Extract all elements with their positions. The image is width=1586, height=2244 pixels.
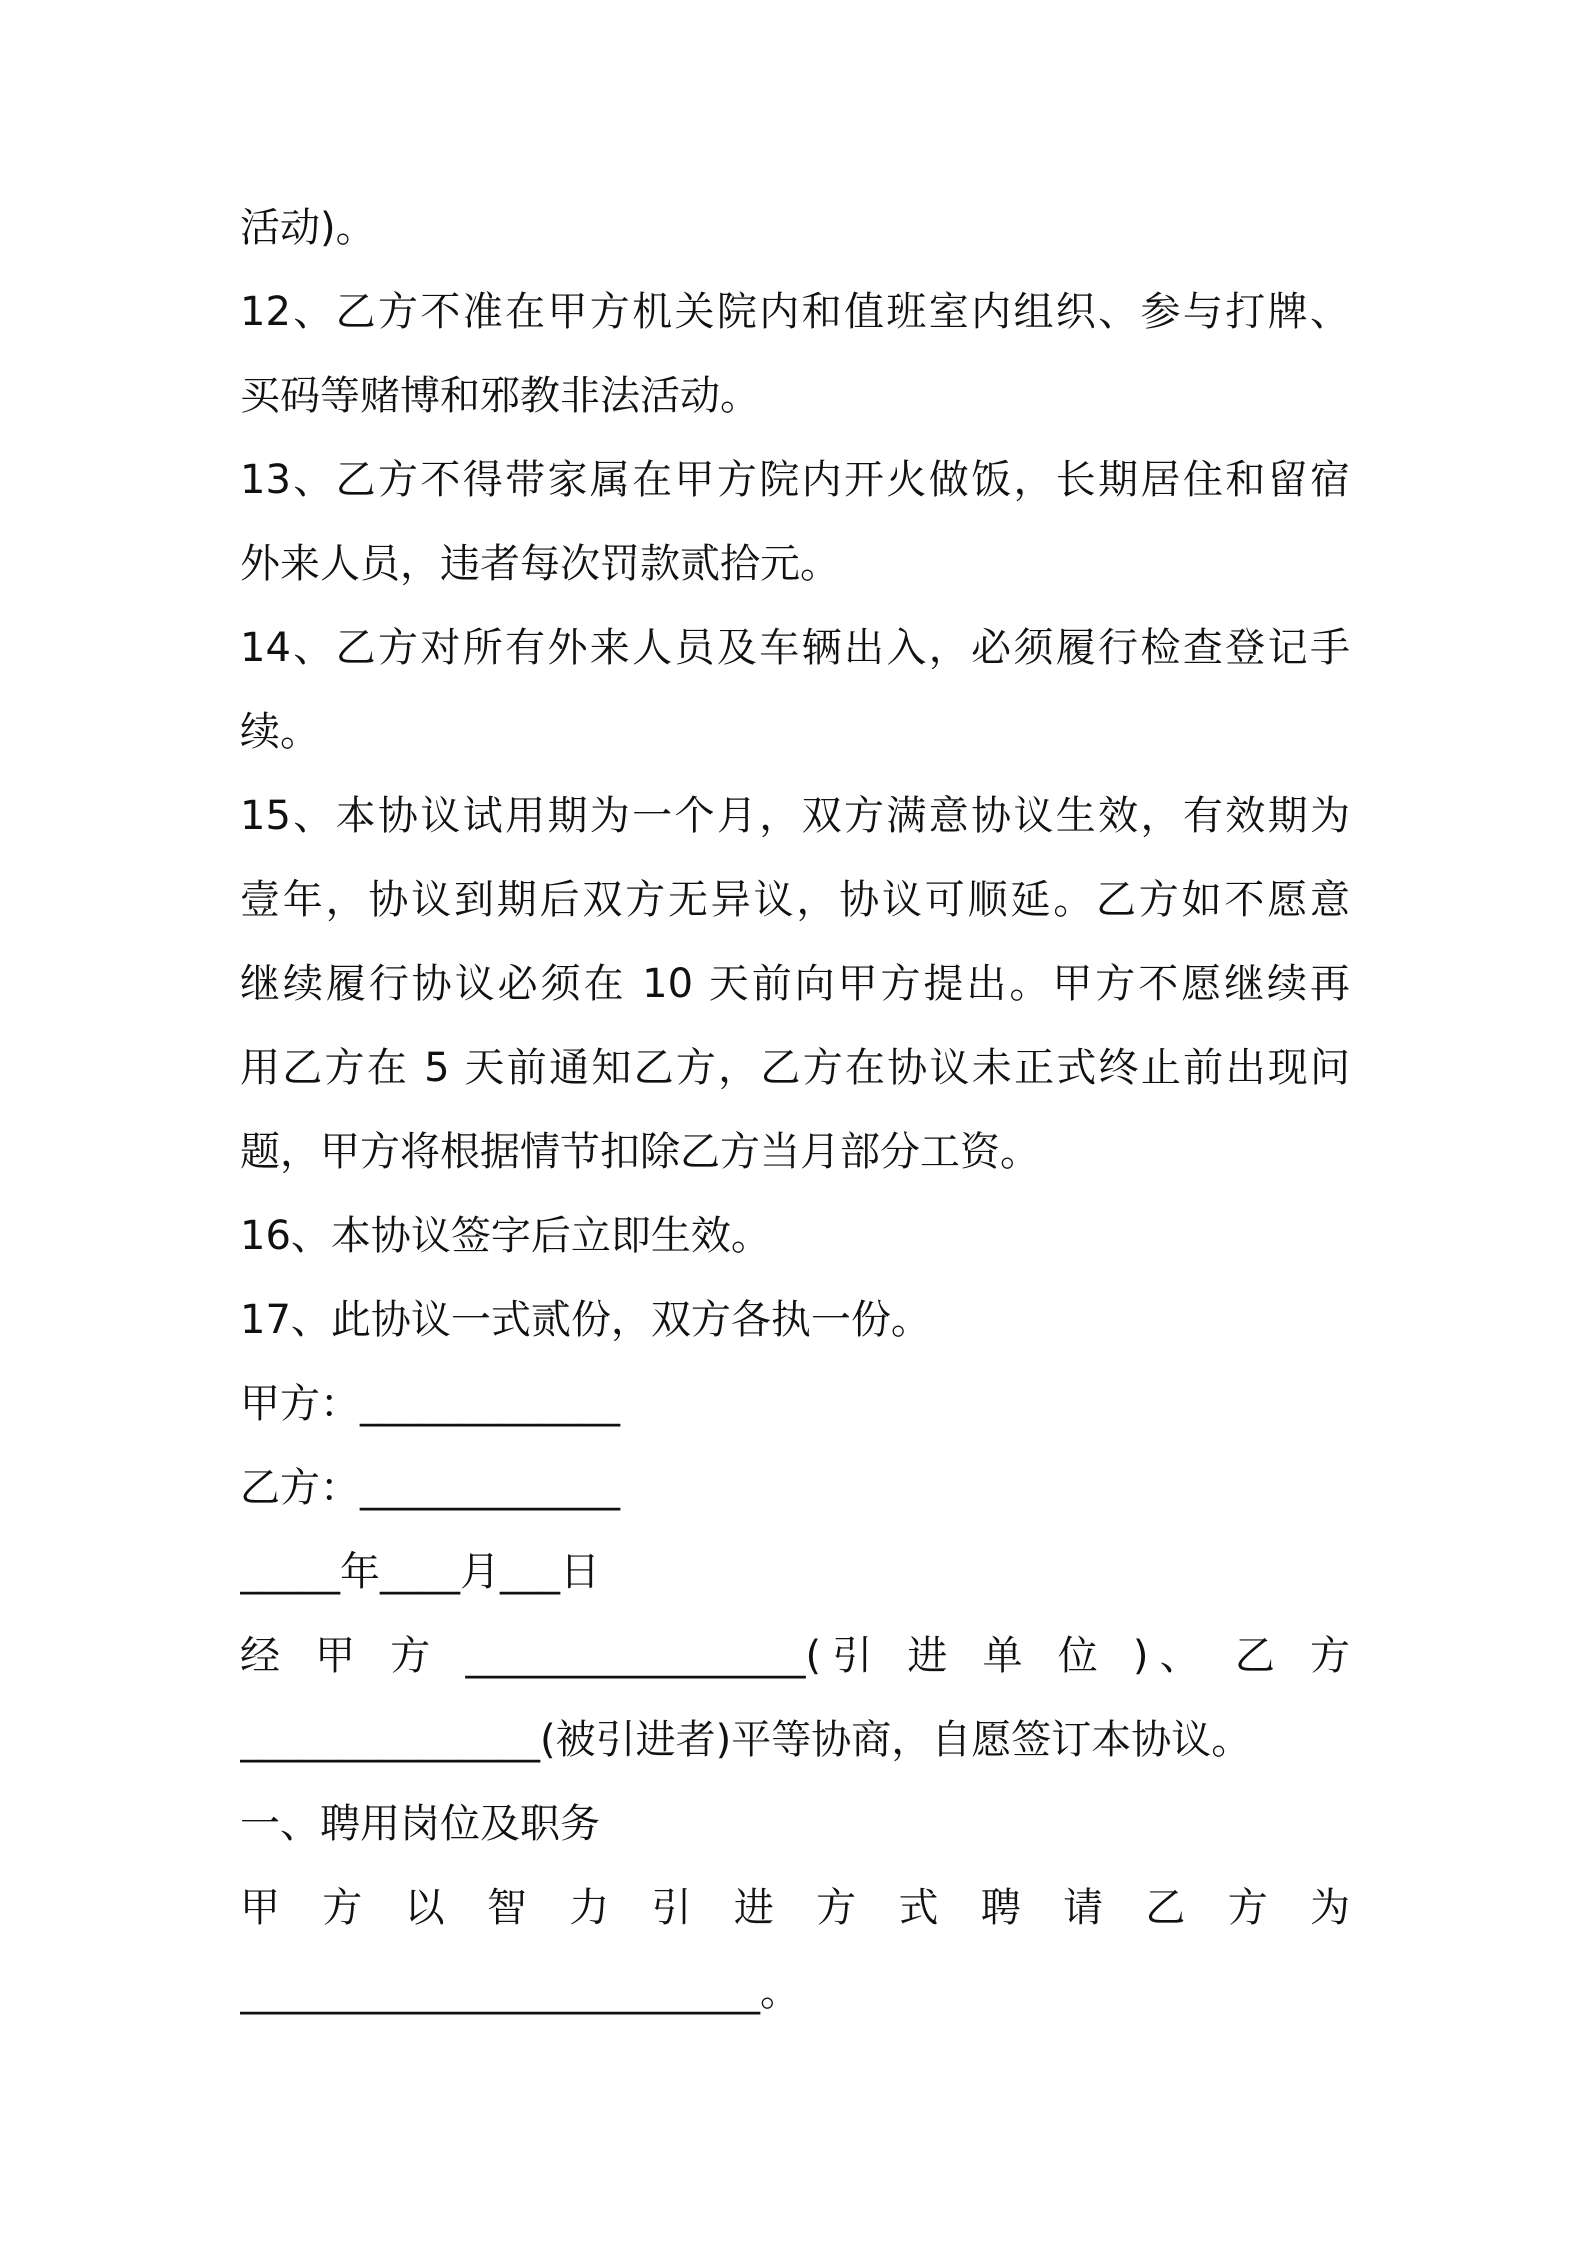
text-line: 13、乙方不得带家属在甲方院内开火做饭，长期居住和留宿 bbox=[240, 457, 1350, 503]
text-line: 15、本协议试用期为一个月，双方满意协议生效，有效期为 bbox=[240, 793, 1350, 839]
text-line: 经 甲 方 _________________(引 进 单 位 )、 乙 方 bbox=[240, 1633, 1350, 1679]
text-line: 题，甲方将根据情节扣除乙方当月部分工资。 bbox=[240, 1129, 1040, 1175]
text-line: 一、聘用岗位及职务 bbox=[240, 1801, 600, 1847]
text-line: 壹年，协议到期后双方无异议，协议可顺延。乙方如不愿意 bbox=[240, 877, 1350, 923]
text-line: 16、本协议签字后立即生效。 bbox=[240, 1213, 771, 1259]
text-line: 甲 方 以 智 力 引 进 方 式 聘 请 乙 方 为 bbox=[240, 1885, 1350, 1931]
text-line: _______________(被引进者)平等协商，自愿签订本协议。 bbox=[240, 1717, 1252, 1763]
text-line: 活动)。 bbox=[240, 205, 376, 251]
text-line: 继续履行协议必须在 10 天前向甲方提出。甲方不愿继续再 bbox=[240, 961, 1350, 1007]
document-body bbox=[240, 198, 1350, 2046]
text-line: 14、乙方对所有外来人员及车辆出入，必须履行检查登记手 bbox=[240, 625, 1350, 671]
text-line: 甲方：_____________ bbox=[240, 1381, 620, 1427]
text-line: 买码等赌博和邪教非法活动。 bbox=[240, 373, 760, 419]
text-line: 17、此协议一式贰份，双方各执一份。 bbox=[240, 1297, 931, 1343]
text-line: _____年____月___日 bbox=[240, 1549, 600, 1595]
text-line: __________________________。 bbox=[240, 1969, 800, 2015]
text-line: 乙方：_____________ bbox=[240, 1465, 620, 1511]
text-line: 用乙方在 5 天前通知乙方，乙方在协议未正式终止前出现问 bbox=[240, 1045, 1350, 1091]
text-line: 续。 bbox=[240, 709, 320, 755]
text-line: 外来人员，违者每次罚款贰拾元。 bbox=[240, 541, 840, 587]
text-line: 12、乙方不准在甲方机关院内和值班室内组织、参与打牌、 bbox=[240, 289, 1350, 335]
